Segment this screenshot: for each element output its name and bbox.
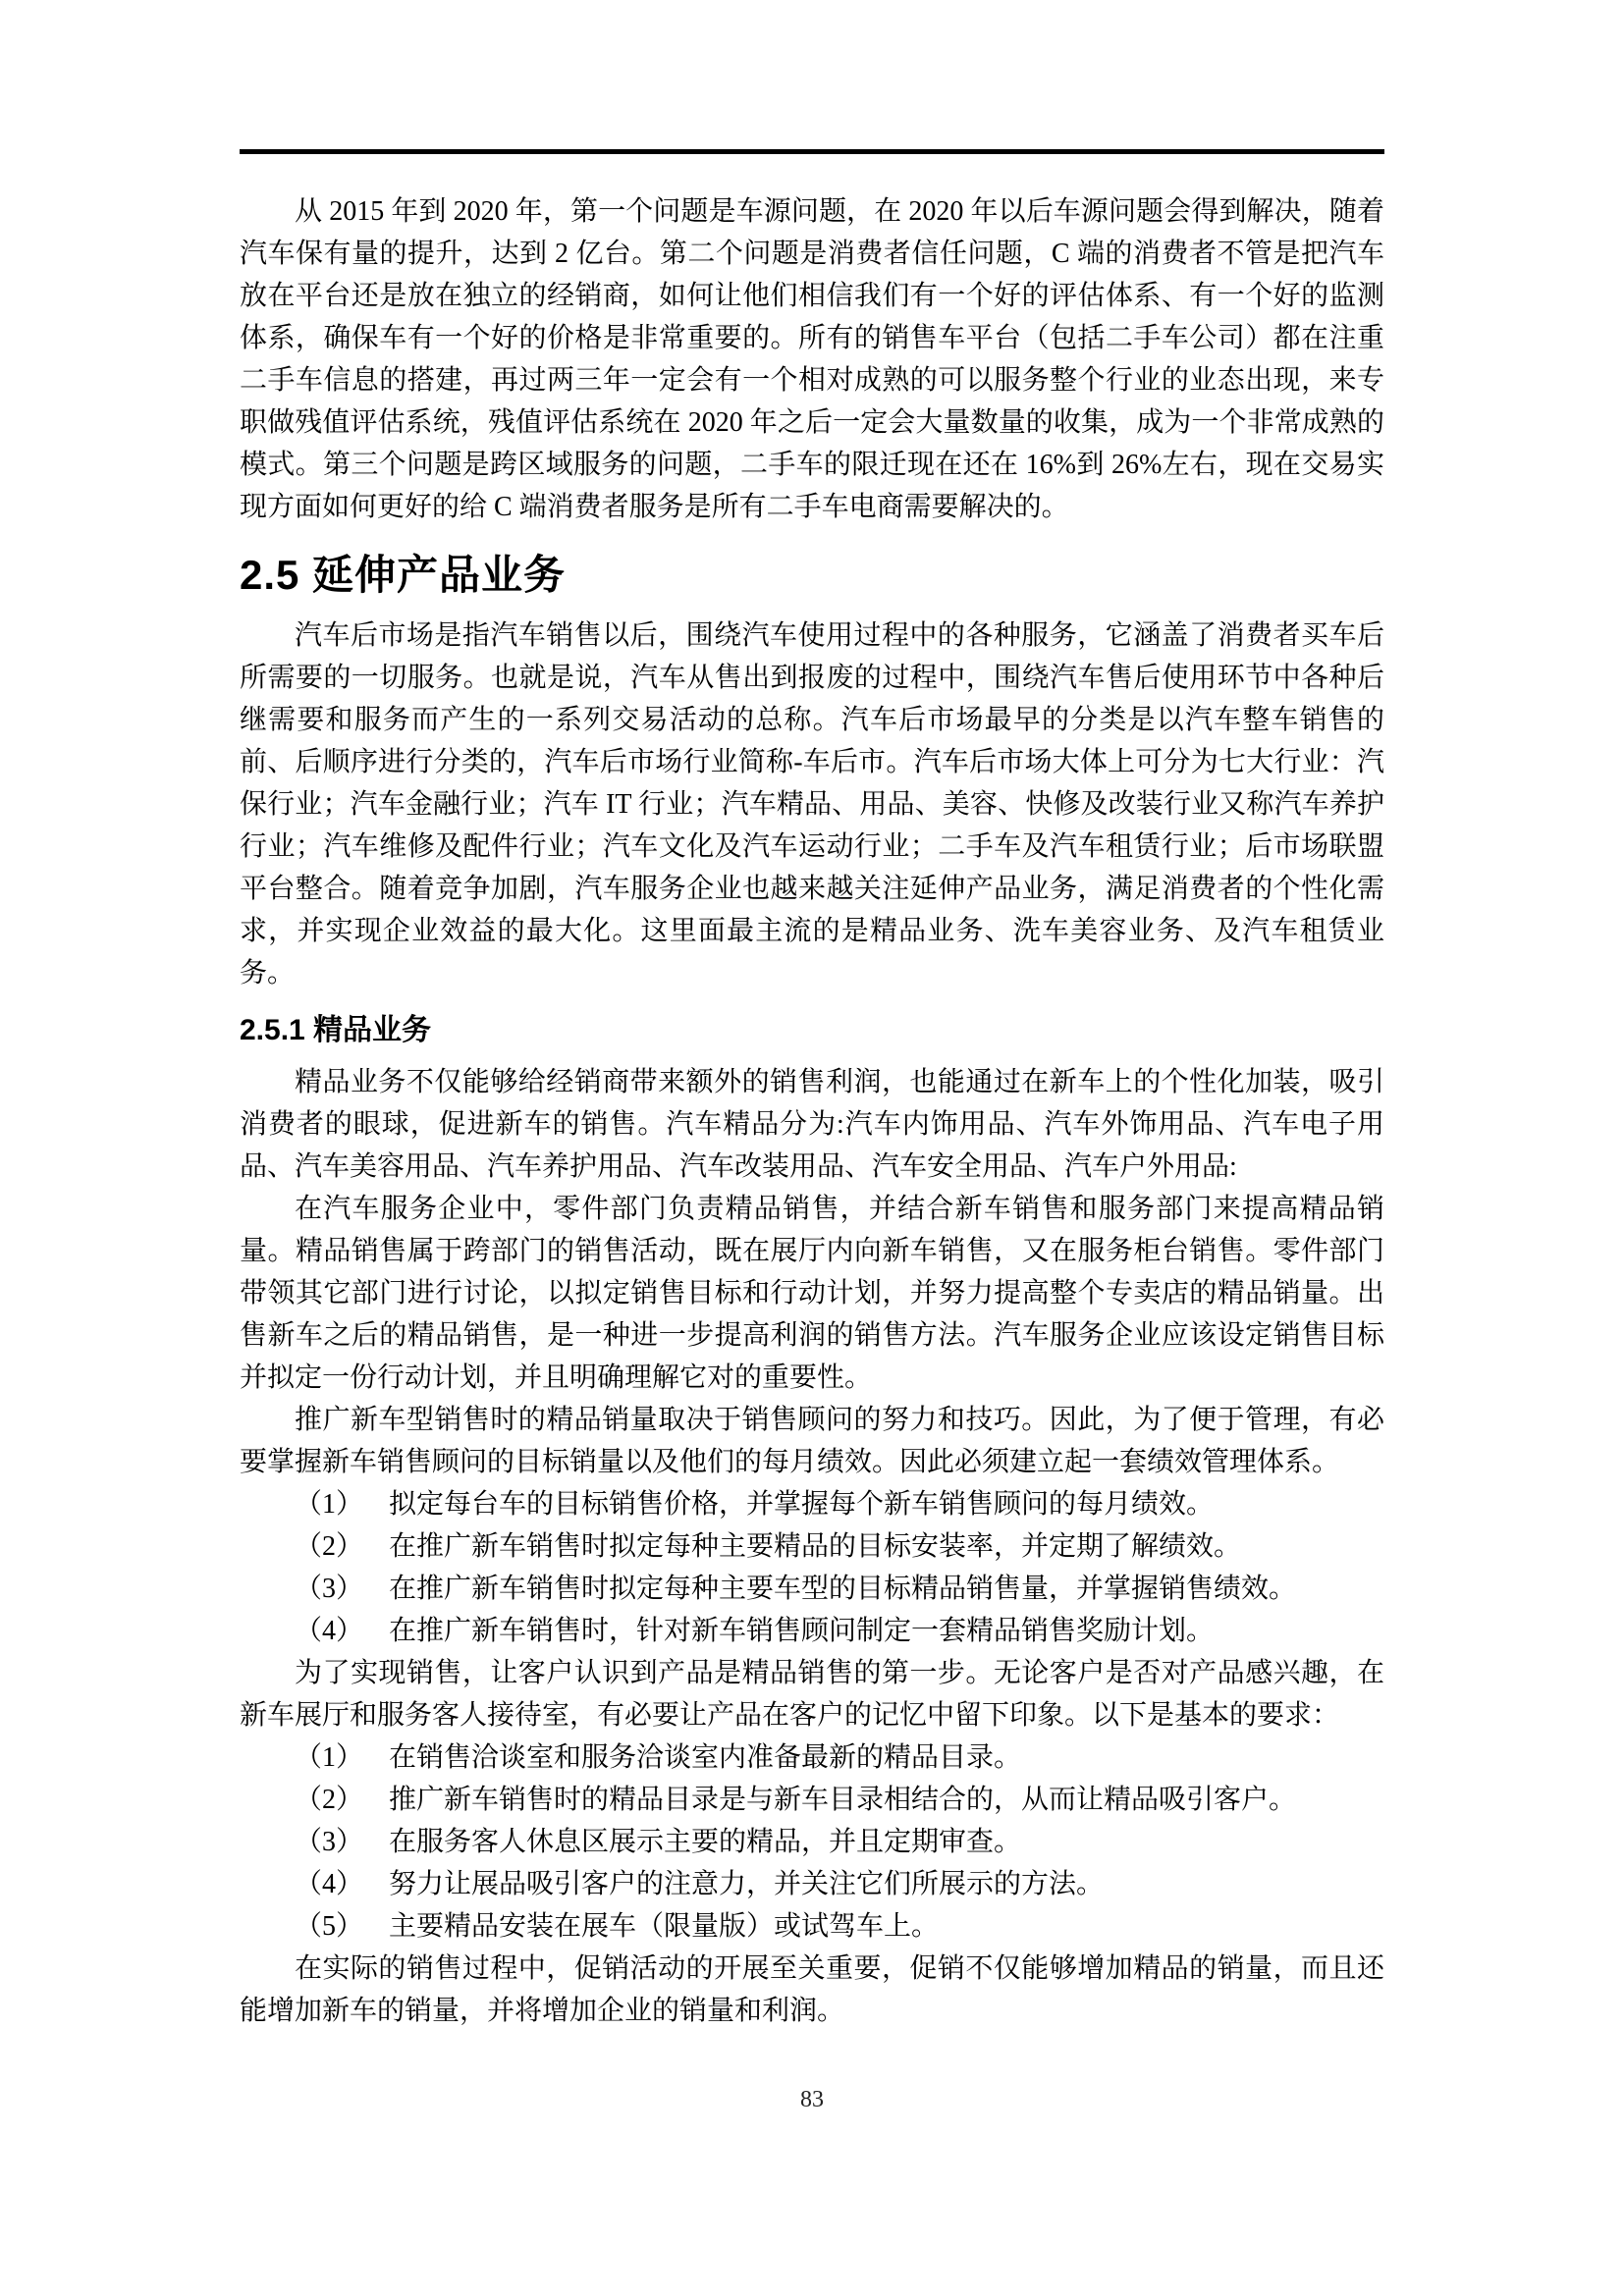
parts-sales-paragraph: 在汽车服务企业中，零件部门负责精品销售，并结合新车销售和服务部门来提高精品销量。精品销售属于跨部门的销售活动，既在展厅内向新车销售，又在服务柜台销售。零件部门带领其它部门进行讨论，以拟定销售目标和行动计划，并努力提高整个专卖店的精品销量。出售新车之后的精品销售，是一种进一步提高利润的销售方法。汽车服务企业应该设定销售目标并拟定一份行动计划，并且明确理解它对的重要性。 [240, 1194, 1384, 1393]
page-footer [0, 2085, 1624, 2114]
list-item-number: （4） [295, 1869, 364, 1899]
list-item [240, 1863, 1384, 1905]
list-item-text: 在推广新车销售时拟定每种主要车型的目标精品销售量，并掌握销售绩效。 [389, 1574, 1297, 1604]
list-item-text: 努力让展品吸引客户的注意力，并关注它们所展示的方法。 [389, 1869, 1105, 1899]
subsection-heading-2-5-1: 2.5.1 精品业务 [240, 1014, 432, 1046]
section-heading-2-5: 2.5 延伸产品业务 [240, 552, 567, 598]
list-item-number: （4） [295, 1616, 364, 1646]
list-item-number: （3） [295, 1574, 364, 1604]
list-item-text: 主要精品安装在展车（限量版）或试驾车上。 [389, 1911, 940, 1942]
page-body [240, 190, 1384, 2032]
list-item [240, 1568, 1384, 1610]
awareness-paragraph: 为了实现销售，让客户认识到产品是精品销售的第一步。无论客户是否对产品感兴趣，在新车展厅和服务客人接待室，有必要让产品在客户的记忆中留下印象。以下是基本的要求： [240, 1658, 1384, 1731]
performance-list [240, 1483, 1384, 1652]
list-item [240, 1905, 1384, 1948]
list-item-text: 推广新车销售时的精品目录是与新车目录相结合的，从而让精品吸引客户。 [389, 1785, 1297, 1815]
list-item-text: 拟定每台车的目标销售价格，并掌握每个新车销售顾问的每月绩效。 [389, 1489, 1215, 1520]
list-item [240, 1610, 1384, 1652]
list-item-text: 在服务客人休息区展示主要的精品，并且定期审查。 [389, 1827, 1022, 1857]
list-item [240, 1736, 1384, 1779]
list-item [240, 1483, 1384, 1525]
list-item-number: （3） [295, 1827, 364, 1857]
list-item-number: （2） [295, 1785, 364, 1815]
promotion-paragraph: 在实际的销售过程中，促销活动的开展至关重要，促销不仅能够增加精品的销量，而且还能增加新车的销量，并将增加企业的销量和利润。 [240, 1953, 1384, 2026]
list-item-text: 在推广新车销售时，针对新车销售顾问制定一套精品销售奖励计划。 [389, 1616, 1215, 1646]
performance-paragraph: 推广新车型销售时的精品销量取决于销售顾问的努力和技巧。因此，为了便于管理，有必要掌握新车销售顾问的目标销量以及他们的每月绩效。因此必须建立起一套绩效管理体系。 [240, 1405, 1384, 1477]
requirements-list [240, 1736, 1384, 1948]
list-item-number: （1） [295, 1489, 364, 1520]
list-item [240, 1525, 1384, 1568]
list-item [240, 1779, 1384, 1821]
boutique-intro-paragraph: 精品业务不仅能够给经销商带来额外的销售利润，也能通过在新车上的个性化加装，吸引消费者的眼球，促进新车的销售。汽车精品分为:汽车内饰用品、汽车外饰用品、汽车电子用品、汽车美容用品、汽车养护用品、汽车改装用品、汽车安全用品、汽车户外用品: [240, 1067, 1384, 1182]
list-item-number: （2） [295, 1531, 364, 1562]
list-item-text: 在推广新车销售时拟定每种主要精品的目标安装率，并定期了解绩效。 [389, 1531, 1242, 1562]
list-item [240, 1821, 1384, 1863]
intro-paragraph: 从 2015 年到 2020 年，第一个问题是车源问题，在 2020 年以后车源问题会得到解决，随着汽车保有量的提升，达到 2 亿台。第二个问题是消费者信任问题，C 端的消费者不管是把汽车放在平台还是放在独立的经销商，如何让他们相信我们有一个好的评估体系、有一个好的监测体系，确保车有一个好的价格是非常重要的。所有的销售车平台（包括二手车公司）都在注重二手车信息的搭建，再过两三年一定会有一个相对成熟的可以服务整个行业的业态出现，来专职做残值评估系统，残值评估系统在 2020 年之后一定会大量数量的收集，成为一个非常成熟的模式。第三个问题是跨区域服务的问题，二手车的限迁现在还在 16%到 26%左右，现在交易实现方面如何更好的给 C 端消费者服务是所有二手车电商需要解决的。 [240, 196, 1384, 522]
page-number: 83 [800, 2087, 824, 2112]
header-rule [240, 149, 1384, 154]
aftermarket-paragraph: 汽车后市场是指汽车销售以后，围绕汽车使用过程中的各种服务，它涵盖了消费者买车后所需要的一切服务。也就是说，汽车从售出到报废的过程中，围绕汽车售后使用环节中各种后继需要和服务而产生的一系列交易活动的总称。汽车后市场最早的分类是以汽车整车销售的前、后顺序进行分类的，汽车后市场行业简称-车后市。汽车后市场大体上可分为七大行业：汽保行业；汽车金融行业；汽车 IT 行业；汽车精品、用品、美容、快修及改装行业又称汽车养护行业；汽车维修及配件行业；汽车文化及汽车运动行业；二手车及汽车租赁行业；后市场联盟平台整合。随着竞争加剧，汽车服务企业也越来越关注延伸产品业务，满足消费者的个性化需求，并实现企业效益的最大化。这里面最主流的是精品业务、洗车美容业务、及汽车租赁业务。 [240, 620, 1384, 988]
list-item-text: 在销售洽谈室和服务洽谈室内准备最新的精品目录。 [389, 1742, 1022, 1773]
list-item-number: （5） [295, 1911, 364, 1942]
list-item-number: （1） [295, 1742, 364, 1773]
